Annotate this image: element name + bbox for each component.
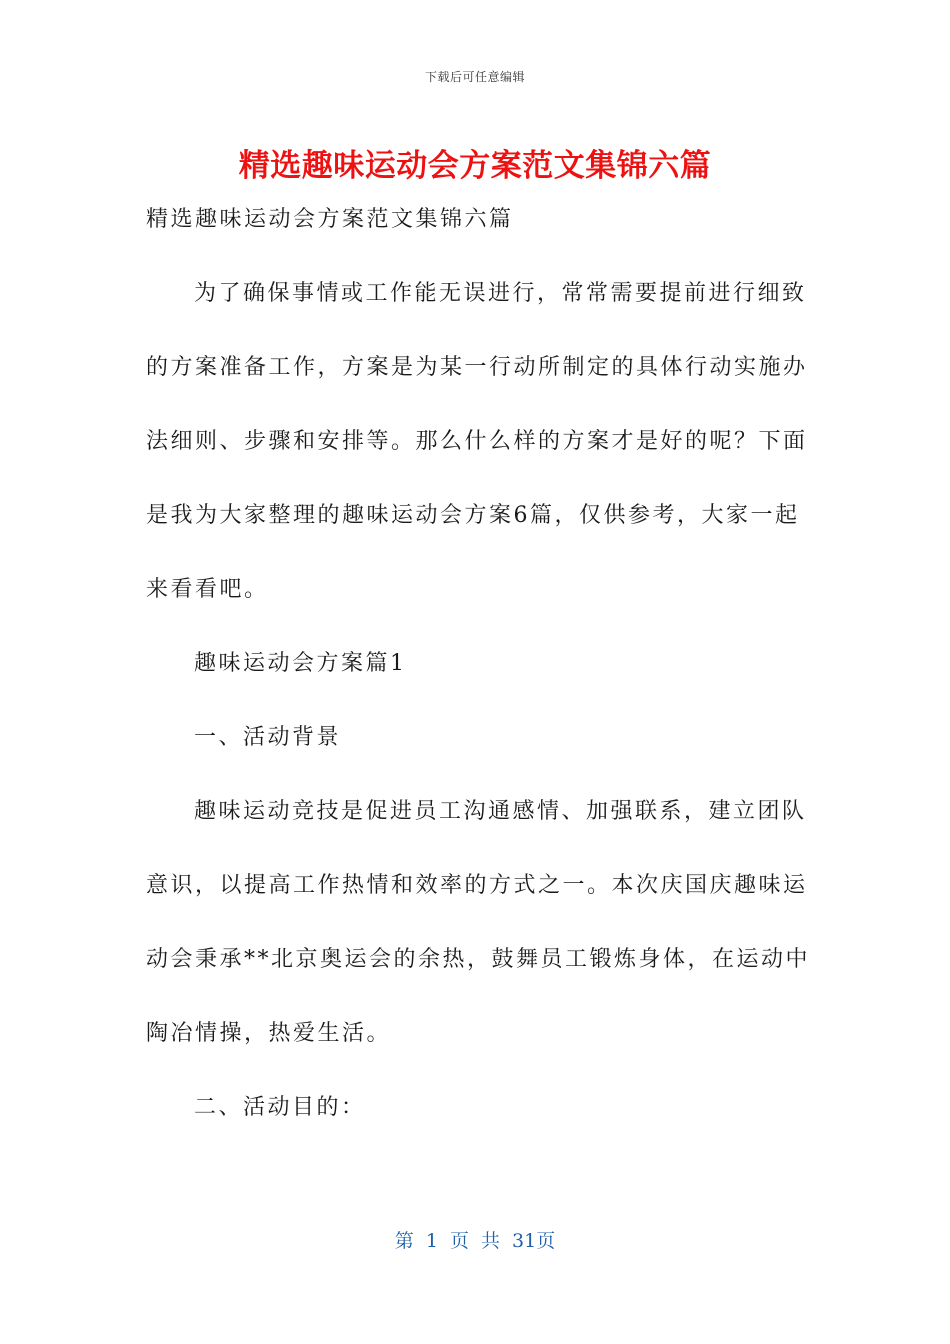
body-line: 精选趣味运动会方案范文集锦六篇	[146, 207, 514, 232]
body-line: 为了确保事情或工作能无误进行，常常需要提前进行细致	[194, 281, 807, 306]
body-line: 陶冶情操，热爱生活。	[146, 1021, 392, 1046]
page-number-footer: 第 1 页 共 31页	[394, 1230, 556, 1252]
document-title: 精选趣味运动会方案范文集锦六篇	[238, 148, 712, 184]
body-line: 法细则、步骤和安排等。那么什么样的方案才是好的呢？下面	[146, 429, 808, 454]
body-line: 趣味运动会方案篇1	[194, 651, 407, 676]
body-line: 来看看吧。	[146, 577, 269, 602]
body-line: 趣味运动竞技是促进员工沟通感情、加强联系，建立团队	[194, 799, 807, 824]
body-line: 一、活动背景	[194, 725, 342, 750]
body-line: 的方案准备工作，方案是为某一行动所制定的具体行动实施办	[146, 355, 808, 380]
body-line: 是我为大家整理的趣味运动会方案6篇，仅供参考，大家一起	[146, 503, 800, 528]
document-body	[146, 183, 811, 1145]
body-line: 二、活动目的：	[194, 1095, 366, 1120]
body-line: 动会秉承**北京奥运会的余热，鼓舞员工锻炼身体，在运动中	[146, 947, 811, 972]
body-line: 意识，以提高工作热情和效率的方式之一。本次庆国庆趣味运	[146, 873, 808, 898]
header-note: 下载后可任意编辑	[424, 70, 525, 84]
